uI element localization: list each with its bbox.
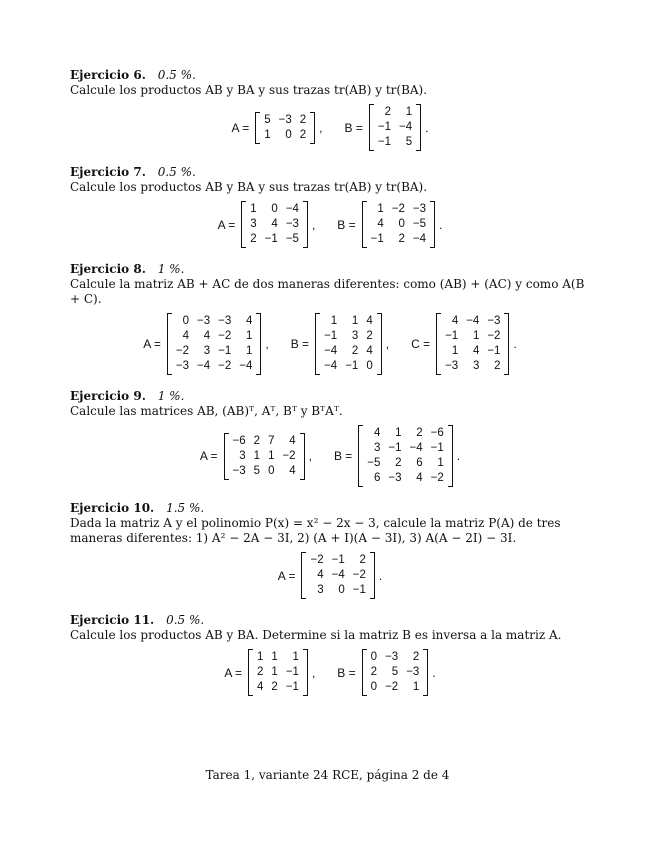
matrix-label: B = <box>337 665 356 680</box>
matrix-cell: −3 <box>412 203 427 215</box>
matrix-row <box>441 359 504 374</box>
matrix-bracket <box>255 112 315 144</box>
matrix-cell: −3 <box>385 651 399 663</box>
matrix-label: A = <box>231 120 250 135</box>
matrix-cell: 1 <box>395 427 402 439</box>
matrix-cell: 2 <box>384 106 391 118</box>
exercise-header <box>70 262 590 277</box>
exercise-statement: Calcule la matriz AB + AC de dos maneras diferentes: como (AB) + (AC) y como A(B + C). <box>70 277 585 306</box>
exercise-title: Ejercicio 11. <box>70 613 155 627</box>
matrix-bracket <box>241 201 308 248</box>
matrix-cell: −4 <box>331 569 345 581</box>
matrix-cell: −4 <box>466 315 480 327</box>
matrix-cell: 0 <box>268 464 275 477</box>
matrix-cell: 1 <box>451 345 459 357</box>
matrix-cell: 2 <box>366 330 373 342</box>
matrix <box>306 553 369 598</box>
matrix-cell: 4 <box>245 315 253 327</box>
matrix-cell: 0 <box>366 360 373 372</box>
matrix-row <box>253 680 303 695</box>
matrix-cell: −1 <box>352 584 366 596</box>
matrix-row <box>172 344 257 359</box>
matrix-row <box>363 456 448 471</box>
exercise-title: Ejercicio 7. <box>70 165 146 179</box>
matrix-cell: 2 <box>398 233 405 245</box>
matrix-label: A = <box>199 449 218 463</box>
matrix-cell: 1 <box>245 330 253 342</box>
matrix-punctuation: , <box>311 217 316 232</box>
matrix-cell: −4 <box>324 345 338 357</box>
exercise-weight: 0.5 %. <box>157 165 196 179</box>
matrix <box>441 314 504 374</box>
matrix-cell: 0 <box>398 218 405 230</box>
matrix-punctuation: . <box>513 337 517 351</box>
matrix-cell: −2 <box>310 554 324 566</box>
exercise-header <box>70 501 590 516</box>
matrix-cell: 4 <box>472 345 480 357</box>
page-body <box>70 64 590 702</box>
matrix-label: B = <box>333 449 353 463</box>
matrix-cell: −3 <box>218 315 232 327</box>
matrix <box>246 202 303 247</box>
matrix-bracket <box>369 104 421 151</box>
matrix-cell: 3 <box>317 584 324 596</box>
matrix-punctuation: . <box>456 449 461 463</box>
matrix-cell: 4 <box>257 681 264 693</box>
matrix-row <box>260 113 310 128</box>
matrix-cell: −1 <box>345 360 359 372</box>
matrix-cell: −6 <box>232 434 246 447</box>
matrix-cell: −1 <box>264 233 278 245</box>
matrix-cell: 1 <box>351 315 359 327</box>
matrix-cell: −3 <box>285 218 299 230</box>
matrix-label: C = <box>411 337 431 351</box>
matrix-cell: 4 <box>451 315 459 327</box>
matrix-cell: 1 <box>405 106 413 118</box>
exercise-weight: 1 %. <box>157 262 185 276</box>
matrix-row <box>367 232 430 247</box>
matrix-cell: 2 <box>271 681 278 693</box>
matrix-cell: 1 <box>330 315 338 327</box>
matrix-group <box>337 201 442 248</box>
matrix-display <box>70 104 590 151</box>
matrix-cell: 2 <box>299 113 307 126</box>
matrix-row <box>374 105 416 120</box>
matrix-bracket <box>301 552 374 599</box>
matrix <box>172 314 257 374</box>
matrix-group <box>291 313 411 375</box>
matrix <box>260 113 310 143</box>
matrix-cell: −2 <box>487 330 501 342</box>
matrix-cell: −2 <box>218 360 232 372</box>
matrix-row <box>306 568 369 583</box>
matrix-row <box>374 120 416 135</box>
exercise-header <box>70 165 590 180</box>
matrix-cell: −3 <box>175 360 189 372</box>
matrix-group <box>278 552 382 599</box>
matrix-display <box>70 425 590 487</box>
matrix-bracket <box>362 201 435 248</box>
matrix-cell: −1 <box>388 442 402 454</box>
matrix-cell: 1 <box>472 330 480 342</box>
exercise-weight: 0.5 %. <box>157 68 196 82</box>
matrix-cell: −1 <box>285 666 299 678</box>
matrix-cell: −2 <box>430 472 444 484</box>
matrix-cell: 1 <box>271 651 278 663</box>
matrix-cell: 0 <box>370 651 378 663</box>
matrix-cell: 2 <box>253 434 261 447</box>
matrix-row <box>441 344 504 359</box>
matrix-cell: 3 <box>472 360 480 372</box>
matrix-group <box>345 104 429 151</box>
exercise-statement: Calcule los productos AB y BA. Determine si la matriz B es inversa a la matriz A. <box>70 628 562 642</box>
matrix-cell: 2 <box>257 666 264 678</box>
matrix-group <box>143 313 291 375</box>
matrix-cell: −3 <box>487 315 501 327</box>
matrix-bracket <box>248 649 308 696</box>
matrix-cell: 2 <box>299 128 307 141</box>
matrix-label: B = <box>344 120 363 135</box>
matrix-cell: −2 <box>352 569 366 581</box>
exercise-weight: 1 %. <box>157 389 185 403</box>
matrix-cell: 2 <box>494 360 501 372</box>
exercise-weight: 0.5 %. <box>166 613 205 627</box>
matrix-row <box>320 329 377 344</box>
matrix-cell: −1 <box>324 330 338 342</box>
matrix-punctuation: . <box>378 568 383 583</box>
matrix-cell: 4 <box>366 315 373 327</box>
matrix-cell: 1 <box>268 449 275 462</box>
matrix-cell: 1 <box>271 666 278 678</box>
matrix-cell: −1 <box>445 330 459 342</box>
matrix-cell: 4 <box>374 427 381 439</box>
matrix-bracket <box>224 433 305 480</box>
matrix-cell: −4 <box>398 121 413 133</box>
matrix-cell: −1 <box>285 681 299 693</box>
matrix-label: B = <box>337 217 356 232</box>
matrix <box>320 314 377 374</box>
matrix-row <box>246 202 303 217</box>
matrix-row <box>363 471 448 486</box>
matrix-cell: 1 <box>245 345 253 357</box>
exercise-header <box>70 68 590 83</box>
exercise-6 <box>70 68 590 151</box>
matrix-cell: 0 <box>182 315 189 327</box>
matrix-row <box>320 314 377 329</box>
matrix-punctuation: , <box>265 337 269 351</box>
matrix-cell: 1 <box>437 457 444 469</box>
exercise-11 <box>70 613 590 696</box>
matrix <box>253 650 303 695</box>
matrix-cell: −3 <box>278 113 292 126</box>
matrix-group <box>218 201 338 248</box>
matrix-label: B = <box>290 337 310 351</box>
matrix-row <box>363 441 448 456</box>
matrix-cell: 4 <box>416 472 423 484</box>
matrix <box>363 426 448 486</box>
exercise-statement: Calcule los productos AB y BA y sus trazas tr(AB) y tr(BA). <box>70 83 428 97</box>
matrix-cell: 4 <box>317 569 324 581</box>
matrix-cell: 4 <box>289 434 296 447</box>
matrix-cell: −5 <box>412 218 427 230</box>
matrix-cell: 0 <box>285 128 292 141</box>
matrix-group <box>200 433 334 480</box>
matrix-cell: −2 <box>218 330 232 342</box>
matrix-row <box>367 650 424 665</box>
matrix-cell: 5 <box>253 464 261 477</box>
matrix-bracket <box>167 313 262 375</box>
matrix-row <box>229 464 300 479</box>
matrix-row <box>229 449 300 464</box>
matrix-cell: 6 <box>374 472 381 484</box>
matrix-row <box>260 128 310 143</box>
matrix-cell: −1 <box>487 345 501 357</box>
matrix-cell: 5 <box>405 136 413 148</box>
matrix-display <box>70 649 590 696</box>
matrix-cell: −3 <box>406 666 420 678</box>
matrix-cell: −6 <box>430 427 444 439</box>
matrix-cell: 2 <box>351 345 359 357</box>
matrix-group <box>411 313 517 375</box>
matrix <box>367 650 424 695</box>
matrix-cell: −1 <box>370 233 384 245</box>
matrix-bracket <box>358 425 453 487</box>
matrix-label: A = <box>277 568 296 583</box>
matrix-cell: −4 <box>324 360 338 372</box>
matrix-cell: −1 <box>377 136 391 148</box>
matrix <box>229 434 300 479</box>
matrix-punctuation: . <box>425 120 429 135</box>
matrix-punctuation: . <box>439 217 443 232</box>
exercise-10 <box>70 501 590 599</box>
exercise-weight: 1.5 %. <box>166 501 205 515</box>
matrix-punctuation: , <box>311 665 316 680</box>
matrix-cell: 7 <box>268 434 275 447</box>
matrix-row <box>246 217 303 232</box>
exercise-title: Ejercicio 10. <box>70 501 155 515</box>
matrix-cell: 2 <box>250 233 257 245</box>
exercise-statement: Calcule las matrices AB, (AB)ᵀ, Aᵀ, Bᵀ y BᵀAᵀ. <box>70 404 343 418</box>
matrix-cell: −3 <box>388 472 402 484</box>
matrix-punctuation: . <box>432 665 436 680</box>
matrix-row <box>172 359 257 374</box>
matrix-cell: 4 <box>203 330 211 342</box>
matrix-cell: 4 <box>289 464 296 477</box>
matrix-bracket <box>362 649 429 696</box>
matrix-cell: −2 <box>282 449 296 462</box>
matrix-punctuation: , <box>385 337 390 351</box>
exercise-8 <box>70 262 590 375</box>
matrix-cell: 4 <box>271 218 278 230</box>
matrix-cell: 1 <box>264 128 271 141</box>
page-footer: Tarea 1, variante 24 RCE, página 2 de 4 <box>205 768 450 782</box>
matrix-row <box>363 426 448 441</box>
matrix-cell: −1 <box>218 345 232 357</box>
matrix-row <box>367 680 424 695</box>
matrix-punctuation: , <box>308 449 312 463</box>
matrix-cell: 1 <box>412 681 420 693</box>
matrix-label: A = <box>224 665 243 680</box>
matrix-row <box>246 232 303 247</box>
matrix-row <box>374 135 416 150</box>
matrix-cell: 1 <box>377 203 384 215</box>
matrix-cell: 2 <box>359 554 366 566</box>
matrix-cell: −5 <box>285 233 299 245</box>
exercise-header <box>70 389 590 404</box>
exercise-statement: Dada la matriz A y el polinomio P(x) = x² − 2x − 3, calcule la matriz P(A) de tres maneras diferentes: 1) A² − 2A − 3I, 2) (A + I)(A − 3I), 3) A(A − 2I) − 3I. <box>70 516 561 545</box>
matrix-cell: 3 <box>351 330 359 342</box>
matrix-cell: −4 <box>412 233 427 245</box>
matrix-bracket <box>315 313 382 375</box>
matrix-cell: −1 <box>331 554 345 566</box>
matrix-cell: 3 <box>239 449 246 462</box>
matrix-group <box>334 425 460 487</box>
matrix-cell: 0 <box>338 584 345 596</box>
matrix-row <box>229 434 300 449</box>
matrix-cell: 3 <box>250 218 257 230</box>
matrix-cell: −4 <box>285 203 299 215</box>
matrix-cell: −5 <box>367 457 381 469</box>
matrix-row <box>306 553 369 568</box>
matrix-cell: 3 <box>203 345 211 357</box>
matrix-label: A = <box>143 337 161 351</box>
matrix-cell: 1 <box>292 651 299 663</box>
matrix-cell: −2 <box>391 203 405 215</box>
matrix-cell: 0 <box>370 681 378 693</box>
exercise-title: Ejercicio 9. <box>70 389 146 403</box>
matrix <box>367 202 430 247</box>
matrix-row <box>320 344 377 359</box>
matrix-cell: 4 <box>182 330 189 342</box>
matrix-bracket <box>436 313 509 375</box>
matrix-row <box>441 314 504 329</box>
matrix-cell: −4 <box>409 442 423 454</box>
matrix-group <box>224 649 337 696</box>
exercise-header <box>70 613 590 628</box>
matrix-cell: 1 <box>253 449 261 462</box>
matrix-cell: −4 <box>197 360 211 372</box>
matrix-cell: 2 <box>370 666 378 678</box>
matrix-cell: 4 <box>366 345 373 357</box>
matrix-cell: −1 <box>430 442 444 454</box>
matrix-row <box>253 650 303 665</box>
matrix-row <box>320 359 377 374</box>
matrix-cell: −2 <box>385 681 399 693</box>
matrix-cell: −4 <box>239 360 253 372</box>
matrix-cell: 1 <box>257 651 264 663</box>
exercise-9 <box>70 389 590 487</box>
exercise-title: Ejercicio 8. <box>70 262 146 276</box>
matrix-cell: 2 <box>395 457 402 469</box>
matrix-row <box>172 329 257 344</box>
matrix-cell: 2 <box>412 651 420 663</box>
matrix-row <box>172 314 257 329</box>
matrix-cell: −3 <box>445 360 459 372</box>
matrix-cell: 4 <box>377 218 384 230</box>
matrix-cell: 0 <box>271 203 278 215</box>
matrix-row <box>367 665 424 680</box>
matrix-label: A = <box>217 217 236 232</box>
matrix-cell: 5 <box>264 113 271 126</box>
matrix-row <box>306 583 369 598</box>
matrix-display <box>70 201 590 248</box>
matrix-row <box>367 217 430 232</box>
matrix <box>374 105 416 150</box>
matrix-cell: −3 <box>197 315 211 327</box>
exercise-7 <box>70 165 590 248</box>
exercise-title: Ejercicio 6. <box>70 68 146 82</box>
exercise-statement: Calcule los productos AB y BA y sus trazas tr(AB) y tr(BA). <box>70 180 428 194</box>
matrix-cell: 6 <box>416 457 423 469</box>
matrix-cell: 1 <box>250 203 257 215</box>
matrix-display <box>70 313 590 375</box>
matrix-cell: −3 <box>232 464 246 477</box>
matrix-cell: 5 <box>391 666 399 678</box>
matrix-cell: 2 <box>416 427 423 439</box>
matrix-row <box>253 665 303 680</box>
matrix-group <box>337 649 435 696</box>
matrix-cell: −2 <box>175 345 189 357</box>
matrix-cell: −1 <box>377 121 391 133</box>
matrix-group <box>232 112 345 144</box>
matrix-row <box>367 202 430 217</box>
matrix-punctuation: , <box>319 120 323 135</box>
matrix-display <box>70 552 590 599</box>
matrix-cell: 3 <box>374 442 381 454</box>
matrix-row <box>441 329 504 344</box>
